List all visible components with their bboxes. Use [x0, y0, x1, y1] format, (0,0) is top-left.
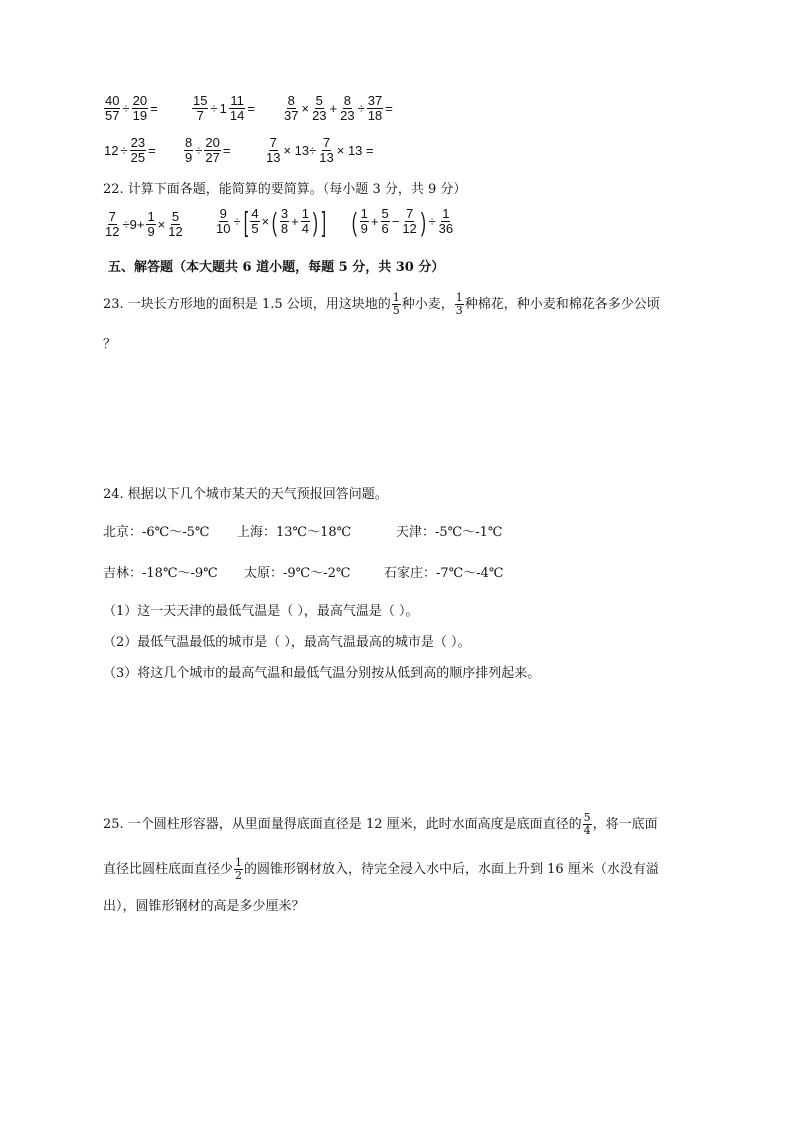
calc-22-3: ( $\frac{1}{9}$ + $\frac{5}{6}$ − $\frac{7}{12}$ ) ÷ $\frac{1}{36}$: [351, 206, 454, 237]
city-beijing: 北京：-6℃～-5℃: [103, 525, 210, 540]
city-shanghai: 上海：13℃～18℃: [237, 525, 352, 540]
question-25-line1: [103, 812, 658, 837]
q24-sub-2: （2）最低气温最低的城市是（ ），最高气温最高的城市是（ ）。: [103, 635, 471, 650]
question-24-title: 24. 根据以下几个城市某天的天气预报回答问题。: [103, 487, 388, 502]
q23-text-3: 种棉花，种小麦和棉花各多少公顷: [464, 296, 660, 312]
q23-fraction-2: $\frac{1}{3}$: [455, 291, 463, 317]
expr-row1-1: $\frac{40}{57}$ ÷ $\frac{20}{19}$ =: [105, 93, 158, 123]
q23-text-2: 种小麦，: [401, 296, 454, 312]
q23-text-line2: ？: [103, 337, 117, 352]
section-5-title: 五、解答题（本大题共 6 道小题，每题 5 分，共 30 分）: [108, 260, 445, 275]
q25-text-1: 25. 一个圆柱形容器，从里面量得底面直径是 12 厘米，此时水面高度是底面直径的: [103, 816, 582, 832]
expr-row1-3: $\frac{8}{37}$ × $\frac{5}{23}$ + $\frac{8}{23}$ ÷ $\frac{37}{18}$ =: [284, 93, 393, 123]
q25-text-2: ，将一底面: [592, 816, 658, 832]
q23-fraction-1: $\frac{1}{5}$: [392, 291, 400, 317]
q23-text-1: 23. 一块长方形地的面积是 1.5 公顷，用这块地的: [103, 296, 391, 312]
city-jilin: 吉林：-18℃～-9℃: [103, 566, 218, 581]
q25-text-4: 的圆锥形钢材放入，待完全浸入水中后，水面上升到 16 厘米（水没有溢: [244, 861, 659, 877]
question-25-line3: 出），圆锥形钢材的高是多少厘米？: [103, 899, 305, 914]
city-tianjin: 天津：-5℃～-1℃: [396, 525, 503, 540]
q25-text-3: 直径比圆柱底面直径少: [103, 861, 234, 877]
expr-row1-2: $\frac{15}{7}$ ÷ 1 $\frac{11}{14}$ =: [193, 93, 255, 123]
question-23: [103, 292, 660, 317]
calc-22-2: $\frac{9}{10}$ ÷ [ $\frac{4}{5}$ × ( $\frac{3}{8}$ + $\frac{1}{4}$ ) ]: [216, 205, 326, 237]
q25-fraction-1: $\frac{5}{4}$: [583, 811, 591, 837]
expr-row2-3: $\frac{7}{13}$ × 13÷ $\frac{7}{13}$ × 13 =: [266, 135, 374, 165]
city-shijiazhuang: 石家庄：-7℃～-4℃: [384, 566, 504, 581]
city-taiyuan: 太原：-9℃～-2℃: [244, 566, 351, 581]
q25-fraction-2: $\frac{1}{2}$: [235, 856, 243, 882]
q24-sub-1: （1）这一天天津的最低气温是（ ），最高气温是（ ）。: [103, 604, 419, 619]
expr-row2-1: 12 ÷ $\frac{23}{25}$ =: [104, 135, 156, 165]
expr-row2-2: $\frac{8}{9}$ ÷ $\frac{20}{27}$ =: [185, 135, 231, 165]
calc-22-1: $\frac{7}{12}$ ÷9+ $\frac{1}{9}$ × $\frac{5}{12}$: [105, 209, 183, 239]
q24-sub-3: （3）将这几个城市的最高气温和最低气温分别按从低到高的顺序排列起来。: [103, 666, 541, 681]
question-25-line2: [103, 857, 659, 882]
question-22-title: 22. 计算下面各题，能简算的要简算。（每小题 3 分，共 9 分）: [103, 182, 467, 197]
